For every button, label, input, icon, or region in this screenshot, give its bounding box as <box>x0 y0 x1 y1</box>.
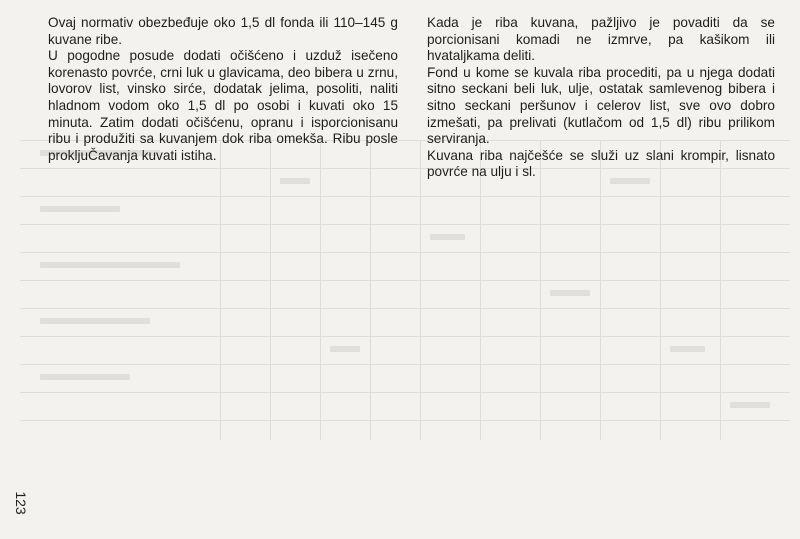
page-number: 123 <box>13 491 29 515</box>
paragraph: Kuvana riba najčešće se služi uz slani krompir, lisnato povrće na ulju i sl. <box>427 147 775 180</box>
paragraph: U pogodne posude dodati očišćeno i uzduž isečeno korenasto povrće, crni luk u glavicama, deo bibera u zrnu, lovorov list, vinsko sirće, dodatak jelima, posoliti, naliti hladnom vodom oko 1,5 dl po osobi i kuvati oko 15 minuta. Zatim dodati očišćenu, opranu i isporcionisanu ribu i produžiti sa kuvanjem dok riba omekša. Ribu posle prokljuČavanja kuvati istiha. <box>48 48 398 163</box>
paragraph: Kada je riba kuvana, pažljivo je povaditi da se porcionisani komadi ne izmrve, pa kašikom ili hvataljkama deliti. <box>427 15 775 64</box>
paragraph: Ovaj normativ obezbeđuje oko 1,5 dl fonda ili 110–145 g kuvane ribe. <box>48 15 398 47</box>
right-text-column <box>427 15 775 181</box>
paragraph: Fond u kome se kuvala riba procediti, pa u njega dodati sitno seckani beli luk, ulje, ostatak samlevenog bibera i sitno seckani peršunov i celerov list, sve ovo dobro izmešati, pa prelivati (kutlačom od 1,5 dl) ribu prilikom serviranja. <box>427 64 775 147</box>
left-text-column <box>48 15 398 164</box>
show-through-table <box>20 140 790 440</box>
